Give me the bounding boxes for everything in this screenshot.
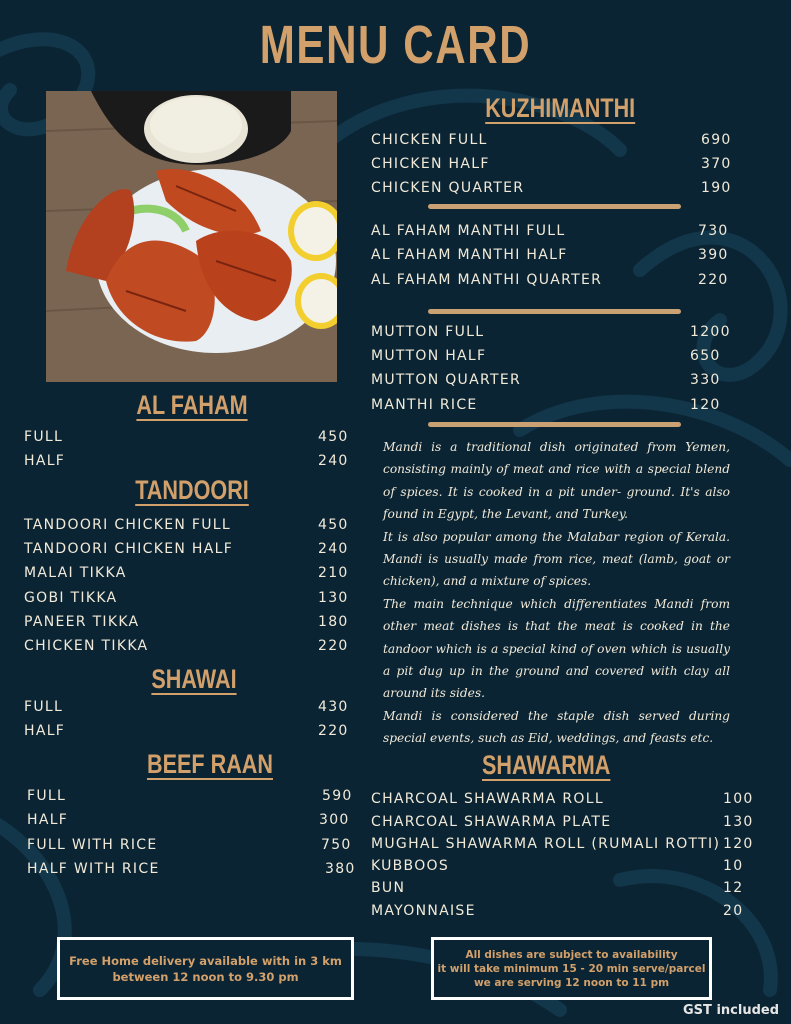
menu-item: CHICKEN HALF 370 <box>371 156 732 172</box>
menu-item: MUTTON QUARTER 330 <box>371 372 721 388</box>
gst-note: GST included <box>683 1003 779 1018</box>
info-line: it will take minimum 15 - 20 min serve/parcel <box>437 962 706 975</box>
shawai-heading: SHAWAI <box>151 664 237 694</box>
menu-item: HALF 300 <box>27 812 350 828</box>
menu-item: MALAI TIKKA 210 <box>24 565 349 581</box>
description-paragraph: The main technique which differentiates Mandi from other meat dishes is that the meat is cooked in the tandoor which is a special kind of oven which is usually a pit dug up in the ground and covered with clay all around its sides. <box>383 596 730 701</box>
menu-item: AL FAHAM MANTHI QUARTER 220 <box>371 272 729 288</box>
tandoori-heading: TANDOORI <box>135 475 249 505</box>
menu-item: CHICKEN TIKKA 220 <box>24 638 349 654</box>
menu-item: HALF 220 <box>24 723 349 739</box>
beef-raan-heading: BEEF RAAN <box>146 749 273 779</box>
menu-item: AL FAHAM MANTHI FULL 730 <box>371 223 729 239</box>
description-paragraph: Mandi is a traditional dish originated from Yemen, consisting mainly of meat and rice with a special blend of spices. It is cooked in a pit under- ground. It's also found in Egypt, the Levant, and Turkey. <box>383 440 730 522</box>
shawarma-heading: SHAWARMA <box>482 750 611 780</box>
menu-item: CHARCOAL SHAWARMA PLATE 130 <box>371 814 754 830</box>
menu-item: BUN 12 <box>371 880 744 896</box>
availability-info-box <box>431 937 712 1000</box>
delivery-line: Free Home delivery available with in 3 km <box>69 953 342 968</box>
description-paragraph: It is also popular among the Malabar region of Kerala. Mandi is usually made from rice, meat (lamb, goat or chicken), and a mixture of spices. <box>383 529 730 589</box>
page-title: MENU CARD <box>259 15 532 75</box>
description-paragraph: Mandi is considered the staple dish served during special events, such as Eid, weddings, and feasts etc. <box>383 708 730 746</box>
menu-item: MANTHI RICE 120 <box>371 397 721 413</box>
menu-item: KUBBOOS 10 <box>371 858 744 874</box>
mandi-description <box>383 436 730 750</box>
menu-item: FULL 590 <box>27 788 353 804</box>
menu-item: MUTTON FULL 1200 <box>371 324 731 340</box>
menu-item: TANDOORI CHICKEN FULL 450 <box>24 517 349 533</box>
menu-item: PANEER TIKKA 180 <box>24 614 349 630</box>
menu-item: TANDOORI CHICKEN HALF 240 <box>24 541 349 557</box>
info-line: All dishes are subject to availability <box>465 948 678 961</box>
menu-item: MUTTON HALF 650 <box>371 348 721 364</box>
menu-item: MUGHAL SHAWARMA ROLL (RUMALI ROTTI) 120 <box>371 836 754 852</box>
menu-item: AL FAHAM MANTHI HALF 390 <box>371 247 729 263</box>
info-line: we are serving 12 noon to 11 pm <box>473 976 670 989</box>
delivery-line: between 12 noon to 9.30 pm <box>112 969 299 984</box>
menu-item: FULL 450 <box>24 429 349 445</box>
menu-item: FULL 430 <box>24 699 349 715</box>
menu-item: MAYONNAISE 20 <box>371 903 744 919</box>
food-photo <box>46 91 337 382</box>
menu-item: CHARCOAL SHAWARMA ROLL 100 <box>371 791 754 807</box>
menu-item: FULL WITH RICE 750 <box>27 837 352 853</box>
menu-item: CHICKEN QUARTER 190 <box>371 180 732 196</box>
kuzhimanthi-heading: KUZHIMANTHI <box>485 93 636 123</box>
divider <box>428 309 681 314</box>
menu-item: HALF WITH RICE 380 <box>27 861 356 877</box>
divider <box>428 204 681 209</box>
menu-item: GOBI TIKKA 130 <box>24 590 349 606</box>
menu-item: HALF 240 <box>24 453 349 469</box>
menu-item: CHICKEN FULL 690 <box>371 132 732 148</box>
delivery-info-box <box>57 937 354 1000</box>
al-faham-heading: AL FAHAM <box>136 390 248 420</box>
divider <box>428 422 681 427</box>
